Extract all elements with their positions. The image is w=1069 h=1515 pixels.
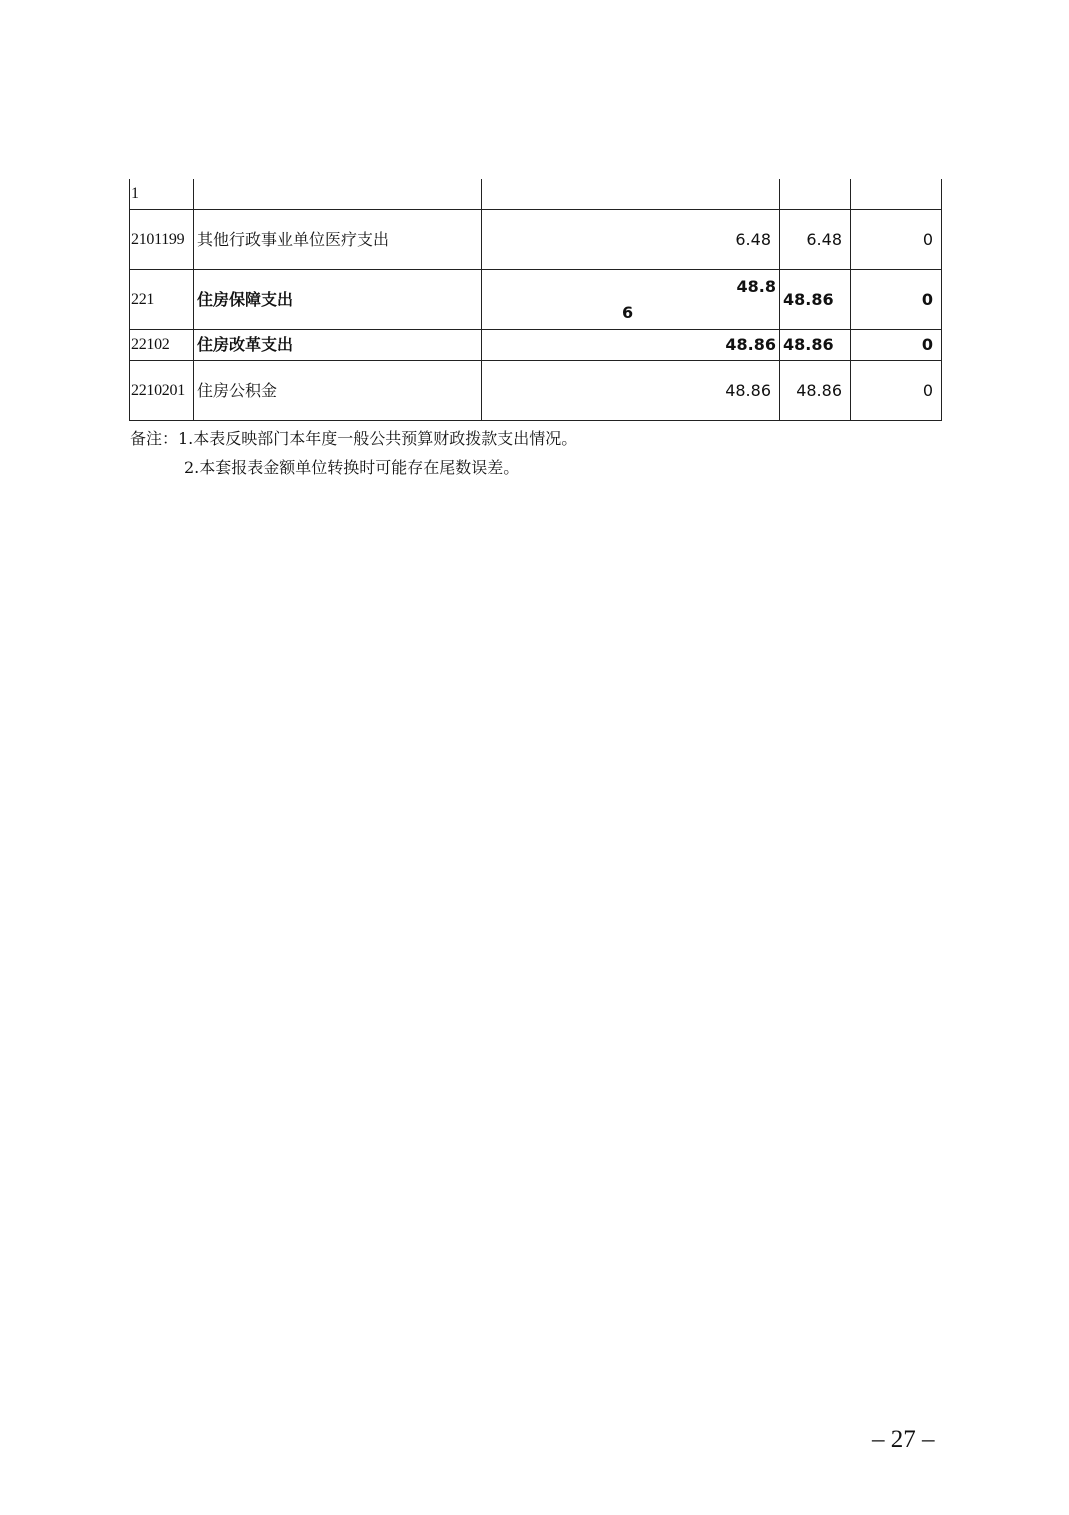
- subject-code-cell: 2101199: [130, 210, 194, 270]
- table-row: [130, 210, 942, 270]
- subject-name-cell: 住房保障支出: [194, 270, 482, 330]
- table-row: [130, 270, 942, 330]
- basic-amount-cell: [780, 179, 851, 210]
- subject-code-cell: 2210201: [130, 361, 194, 421]
- basic-amount-cell: 48.86: [780, 330, 851, 361]
- table-row: [130, 330, 942, 361]
- table-row: [130, 361, 942, 421]
- total-amount-line2: 6: [622, 302, 634, 322]
- page-number: – 27 –: [872, 1426, 935, 1453]
- project-amount-cell: 0: [851, 210, 942, 270]
- total-amount-cell: 48.86: [482, 330, 780, 361]
- total-amount-cell: [482, 270, 780, 330]
- basic-amount-cell: 48.86: [780, 270, 851, 330]
- project-amount-cell: 0: [851, 361, 942, 421]
- total-amount-cell: [482, 179, 780, 210]
- table-notes: [130, 424, 577, 482]
- subject-code-cell: 221: [130, 270, 194, 330]
- budget-expenditure-table: [129, 179, 942, 421]
- project-amount-cell: [851, 179, 942, 210]
- note-line-2: 2.本套报表金额单位转换时可能存在尾数误差。: [184, 458, 520, 477]
- subject-name-cell: 住房公积金: [194, 361, 482, 421]
- subject-name-cell: 住房改革支出: [194, 330, 482, 361]
- project-amount-cell: 0: [851, 270, 942, 330]
- subject-code-cell: 22102: [130, 330, 194, 361]
- project-amount-cell: 0: [851, 330, 942, 361]
- subject-code-cell: 1: [130, 179, 194, 210]
- basic-amount-cell: 6.48: [780, 210, 851, 270]
- basic-amount-cell: 48.86: [780, 361, 851, 421]
- subject-name-cell: [194, 179, 482, 210]
- note-line-1: 备注：1.本表反映部门本年度一般公共预算财政拨款支出情况。: [130, 429, 578, 448]
- total-amount-cell: 48.86: [482, 361, 780, 421]
- total-amount-cell: 6.48: [482, 210, 780, 270]
- subject-name-cell: 其他行政事业单位医疗支出: [194, 210, 482, 270]
- total-amount-line1: 48.8: [736, 276, 776, 296]
- table-row: [130, 179, 942, 210]
